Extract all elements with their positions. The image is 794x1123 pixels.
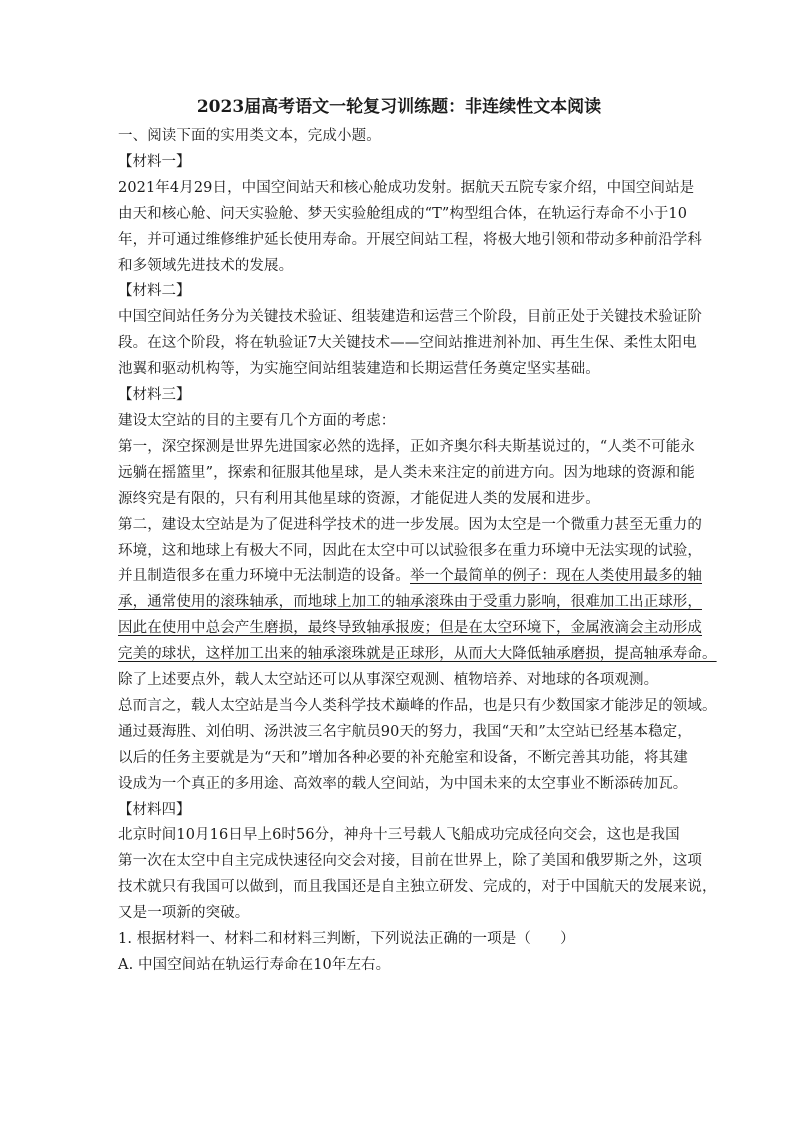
- material-3-underlined-line: 完美的球状，这样加工出来的轴承滚珠就是正球形，从而大大降低轴承磨损，提高轴承寿命。: [118, 646, 717, 663]
- material-3-line: 通过聂海胜、刘伯明、汤洪波三名宇航员90天的努力，我国“天和”太空站已经基本稳定，: [118, 723, 692, 740]
- material-2-line: 池翼和驱动机构等，为实施空间站组装建造和长期运营任务奠定坚实基础。: [118, 361, 600, 378]
- material-1-line: 2021年4月29日，中国空间站天和核心舱成功发射。据航天五院专家介绍，中国空间站是: [118, 179, 695, 196]
- material-3-line: 远躺在摇篮里”，探索和征服其他星球，是人类未来注定的前进方向。因为地球的资源和能: [118, 464, 695, 481]
- material-3-line: 总而言之，载人太空站是当今人类科学技术巅峰的作品，也是只有少数国家才能涉足的领域。: [118, 697, 717, 714]
- material-2-label: 【材料二】: [118, 283, 191, 300]
- section-intro: 一、阅读下面的实用类文本，完成小题。: [118, 128, 381, 144]
- material-4-line: 北京时间10月16日早上6时56分，神舟十三号载人飞船成功完成径向交会，这也是我国: [118, 827, 680, 844]
- material-1-label: 【材料一】: [118, 153, 191, 170]
- material-3-line: 源终究是有限的，只有利用其他星球的资源，才能促进人类的发展和进步。: [118, 490, 600, 507]
- material-3-mixed-line: [118, 564, 702, 590]
- document-title: 2023届高考语文一轮复习训练题：非连续性文本阅读: [196, 97, 602, 117]
- material-4-label: 【材料四】: [118, 801, 191, 818]
- plain-text: 并且制造很多在重力环境中无法制造的设备。: [118, 568, 410, 585]
- material-3-line: 第二，建设太空站是为了促进科学技术的进一步发展。因为太空是一个微重力甚至无重力的: [118, 516, 702, 533]
- material-3-line: 建设太空站的目的主要有几个方面的考虑：: [118, 412, 396, 429]
- question-stem: 1. 根据材料一、材料二和材料三判断，下列说法正确的一项是（ ）: [118, 931, 575, 948]
- material-3-line: 设成为一个真正的多用途、高效率的载人空间站，为中国未来的太空事业不断添砖加瓦。: [118, 775, 688, 792]
- material-4-line: 技术就只有我国可以做到，而且我国还是自主独立研发、完成的，对于中国航天的发展来说，: [118, 879, 717, 896]
- material-3-underlined-line: 承，通常使用的滚珠轴承，而地球上加工的轴承滚珠由于受重力影响，很难加工出正球形，: [118, 594, 702, 611]
- material-3-label: 【材料三】: [118, 387, 191, 404]
- material-3-line: 以后的任务主要就是为“天和”增加各种必要的补充舱室和设备，不断完善其功能，将其建: [118, 749, 688, 766]
- material-3-underlined-line: 因此在使用中总会产生磨损，最终导致轴承报废；但是在太空环境下，金属液滴会主动形成: [118, 620, 702, 637]
- material-2-line: 段。在这个阶段，将在轨验证7大关键技术——空间站推进剂补加、再生生保、柔性太阳电: [118, 335, 697, 352]
- material-3-line: 环境，这和地球上有极大不同，因此在太空中可以试验很多在重力环境中无法实现的试验，: [118, 542, 702, 559]
- material-3-line: 除了上述要点外，载人太空站还可以从事深空观测、植物培养、对地球的各项观测。: [118, 672, 659, 689]
- material-3-line: 第一，深空探测是世界先进国家必然的选择，正如齐奥尔科夫斯基说过的，“人类不可能永: [118, 438, 695, 455]
- material-1-line: 年，并可通过维修维护延长使用寿命。开展空间站工程，将极大地引领和带动多种前沿学科: [118, 231, 702, 248]
- material-1-line: 和多领域先进技术的发展。: [118, 257, 294, 274]
- material-1-line: 由天和核心舱、问天实验舱、梦天实验舱组成的“T”构型组合体，在轨运行寿命不小于10: [118, 205, 688, 222]
- underlined-text: 举一个最简单的例子：现在人类使用最多的轴: [410, 568, 702, 585]
- material-2-line: 中国空间站任务分为关键技术验证、组装建造和运营三个阶段，目前正处于关键技术验证阶: [118, 309, 702, 326]
- material-4-line: 第一次在太空中自主完成快速径向交会对接，目前在世界上，除了美国和俄罗斯之外，这项: [118, 853, 702, 870]
- material-4-line: 又是一项新的突破。: [118, 905, 250, 922]
- document-page: [118, 92, 717, 979]
- question-option-a: A. 中国空间站在轨运行寿命在10年左右。: [118, 957, 391, 973]
